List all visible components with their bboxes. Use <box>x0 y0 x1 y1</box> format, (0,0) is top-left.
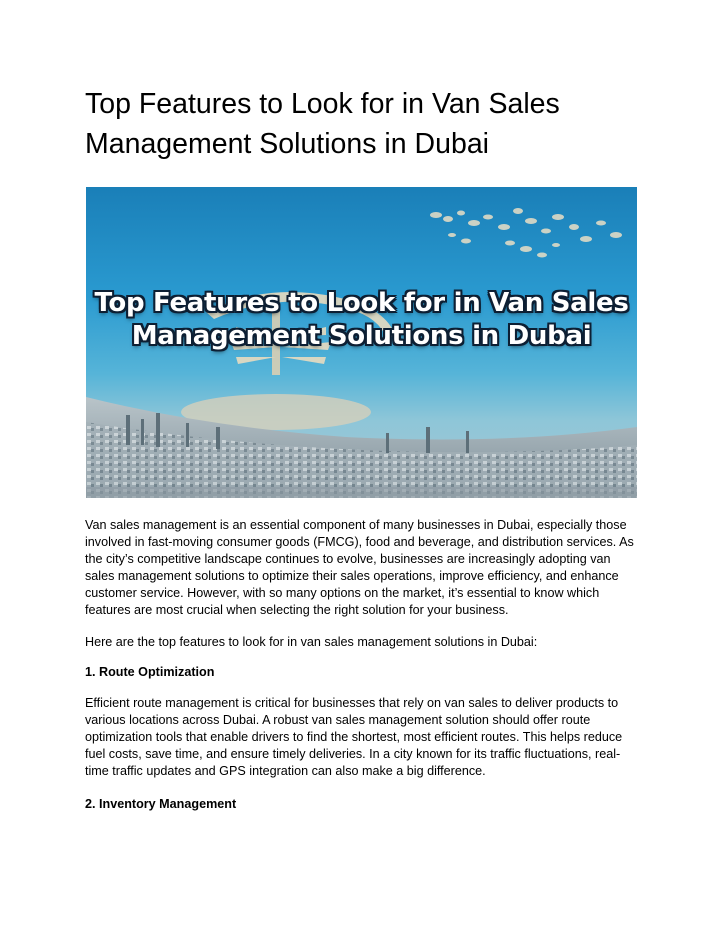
hero-caption <box>86 287 637 353</box>
document-title: Top Features to Look for in Van Sales Management Solutions in Dubai <box>85 88 560 160</box>
section-heading: 1. Route Optimization <box>85 665 215 679</box>
hero-caption-line-2: Management Solutions in Dubai <box>131 321 592 351</box>
lead-in-paragraph: Here are the top features to look for in van sales management solutions in Dubai: <box>85 635 538 649</box>
intro-paragraph: Van sales management is an essential component of many businesses in Dubai, especially those involved in fast-moving consumer goods (FMCG), food and beverage, and distribution services. As the city’s competitive landscape continues to evolve, businesses are increasingly adopting van sales management solutions to optimize their sales operations, improve efficiency, and enhance customer service. However, with so many options on the market, it’s essential to know which features are most crucial when selecting the right solution for your business. <box>85 518 634 617</box>
section-heading: 2. Inventory Management <box>85 797 237 811</box>
hero-caption-line-1: Top Features to Look for in Van Sales <box>94 288 629 318</box>
hero-image <box>86 187 637 498</box>
section-body: Efficient route management is critical for businesses that rely on van sales to deliver products to various locations across Dubai. A robust van sales management solution should offer route optimization tools that enable drivers to find the shortest, most efficient routes. This helps reduce fuel costs, save time, and ensure timely deliveries. In a city known for its traffic fluctuations, real-time traffic updates and GPS integration can also make a big difference. <box>85 696 623 778</box>
